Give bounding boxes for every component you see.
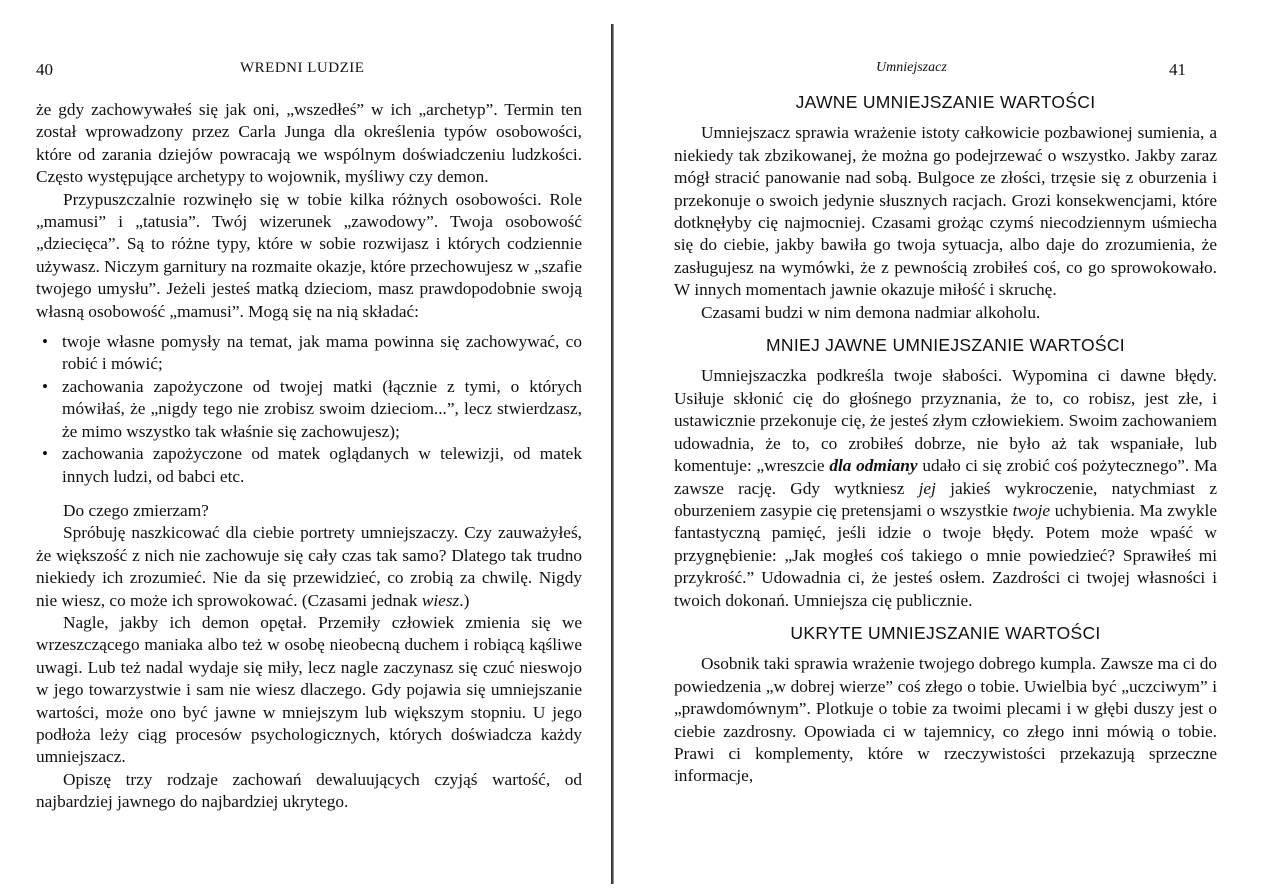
emphasis: wiesz — [421, 590, 460, 610]
paragraph-alcohol: Czasami budzi w nim demona nadmiar alkoholu. — [701, 302, 1041, 322]
paragraph-personalities: Przypuszczalnie rozwinęło się w tobie kilka różnych osobowości. Role „mamusi” i „tatusia”. Twój wizerunek „zawodowy”. Twoja osobowość „dziecięca”. Są to różne typy, które w sobie rozwijasz i których codziennie używasz. Niczym garnitury na rozmaite okazje, które przechowujesz w „szafie twojego umysłu”. Jeżeli jesteś matką dzieciom, masz prawdopodobnie swoją własną osobowość „mamusi”. Mogą się na nią składać: — [36, 189, 582, 321]
running-title-right: Umniejszacz — [876, 60, 947, 75]
book-gutter — [611, 24, 614, 884]
bullet-list — [36, 331, 582, 488]
paragraph-overt: Umniejszacz sprawia wrażenie istoty całkowicie pozbawionej sumienia, a niekiedy tak zbzikowanej, że można go podejrzewać o wszystko. Jakby zaraz mógł stracić panowanie nad sobą. Bulgoce ze złości, trzęsie się z oburzenia i przekonuje o swoich jedynie słusznych racjach. Grozi konsekwencjami, które dotknęłyby cię najmocniej. Czasami grożąc czymś niecodziennym uśmiecha się do ciebie, jakby bawiła go twoja sytuacja, albo daje do zrozumienia, że zasługujesz na wymówki, że z pewnością zrobiłeś coś, co go sprowokowało. W innych momentach jawnie okazuje miłość i skruchę. — [674, 123, 1217, 300]
right-text-column — [674, 91, 1217, 788]
paragraph-three-types: Opiszę trzy rodzaje zachowań dewaluujących czyjąś wartość, od najbardziej jawnego do najbardziej ukrytego. — [36, 769, 582, 812]
text-run: Spróbuję naszkicować dla ciebie portrety umniejszaczy. Czy zauważyłeś, że większość z nich nie zachowuje się cały czas tak samo? Dlatego tak trudno niekiedy ich zrozumieć. Nie da się przewidzieć, co zrobią za chwilę. Nigdy nie wiesz, co może ich sprowokować. (Czasami jednak — [36, 523, 582, 610]
text-run: Umniejszaczka podkreśla twoje słabości. Wypomina ci dawne błędy. Usiłuje skłonić cię do głośnego przyznania, że to, co robisz, jest złe, i ustawicznie przekonuje cię, że jesteś złym człowiekiem. Swoim zachowaniem udowadnia, że to, co zrobiłeś dobrze, nie było aż tak wspaniałe, lub komentuje: „wreszcie — [674, 366, 1217, 476]
text-run: udało ci się zrobić coś pożytecznego”. Ma zawsze rację. Gdy wytkniesz — [674, 456, 1217, 498]
paragraph-question: Do czego zmierzam? — [63, 500, 209, 520]
text-run: jakieś wykroczenie, natychmiast z oburzeniem zasypie cię pretensjami o wszystkie — [674, 478, 1217, 520]
section-heading-overt: JAWNE UMNIEJSZANIE WARTOŚCI — [795, 92, 1096, 112]
paragraph-continuation: że gdy zachowywałeś się jak oni, „wszedłeś” w ich „archetyp”. Termin ten został wprowadzony przez Carla Junga dla określenia typów osobowości, które od zarania dziejów powracają we wspólnym doświadczeniu ludzkości. Często występujące archetypy to wojownik, myśliwy czy demon. — [36, 100, 582, 187]
paragraph-less-overt — [674, 365, 1217, 611]
bullet-item: • zachowania zapożyczone od matek oglądanych w telewizji, od matek innych ludzi, od babci etc. — [36, 443, 582, 488]
emphasis: dla odmiany — [829, 456, 918, 476]
left-page — [0, 0, 612, 894]
text-run: uchybienia. Ma zwykle fantastyczną pamięć, jeśli idzie o twoje błędy. Potem może wpaść w przygnębienie: „Jak mogłeś coś takiego o mnie powiedzieć? Sprawiłeś mi przykrość.” Udowadnia ci, że jesteś osłem. Zazdrości ci twojej własności i twoich dokonań. Umniejsza cię publicznie. — [674, 500, 1217, 610]
paragraph-demon: Nagle, jakby ich demon opętał. Przemiły człowiek zmienia się we wrzeszczącego maniaka albo też w osobę nieobecną duchem i robiącą kąśliwe uwagi. Lub też nadal wydaje się miły, lecz nagle zaczynasz się czuć nieswojo w jego towarzystwie i sam nie wiesz dlaczego. Gdy pojawia się umniejszanie wartości, może ono być jawne w mniejszym lub większym stopniu. U jego podłoża leży ciąg procesów psychologicznych, których doświadcza każdy umniejszacz. — [36, 612, 582, 767]
page-number-right: 41 — [1169, 60, 1186, 79]
emphasis: twoje — [1012, 500, 1051, 520]
paragraph-hidden: Osobnik taki sprawia wrażenie twojego dobrego kumpla. Zawsze ma ci do powiedzenia „w dobrej wierze” coś złego o tobie. Uwielbia być „uczciwym” i „prawdomównym”. Plotkuje o tobie za twoimi plecami i w głębi duszy jest o ciebie zazdrosny. Opowiada ci w tajemnicy, co złego inni mówią o tobie. Prawi ci komplementy, które w rzeczywistości przekazują sprzeczne informacje, — [674, 654, 1217, 786]
section-heading-less-overt: MNIEJ JAWNE UMNIEJSZANIE WARTOŚCI — [766, 335, 1125, 356]
section-heading-hidden: UKRYTE UMNIEJSZANIE WARTOŚCI — [790, 622, 1101, 643]
text-run: .) — [459, 590, 470, 610]
bullet-item: • twoje własne pomysły na temat, jak mama powinna się zachowywać, co robić i mówić; — [36, 331, 582, 376]
page-number-left: 40 — [36, 60, 53, 79]
running-title-left: WREDNI LUDZIE — [240, 60, 365, 76]
right-page — [618, 0, 1262, 894]
emphasis: jej — [918, 478, 936, 498]
bullet-item: • zachowania zapożyczone od twojej matki (łącznie z tymi, o których mówiłaś, że „nigdy tego nie zrobisz swoim dzieciom...”, lecz stwierdzasz, że mimo wszystko tak właśnie się zachowujesz); — [36, 376, 582, 443]
paragraph-portraits — [36, 522, 582, 612]
left-text-column — [36, 99, 582, 814]
